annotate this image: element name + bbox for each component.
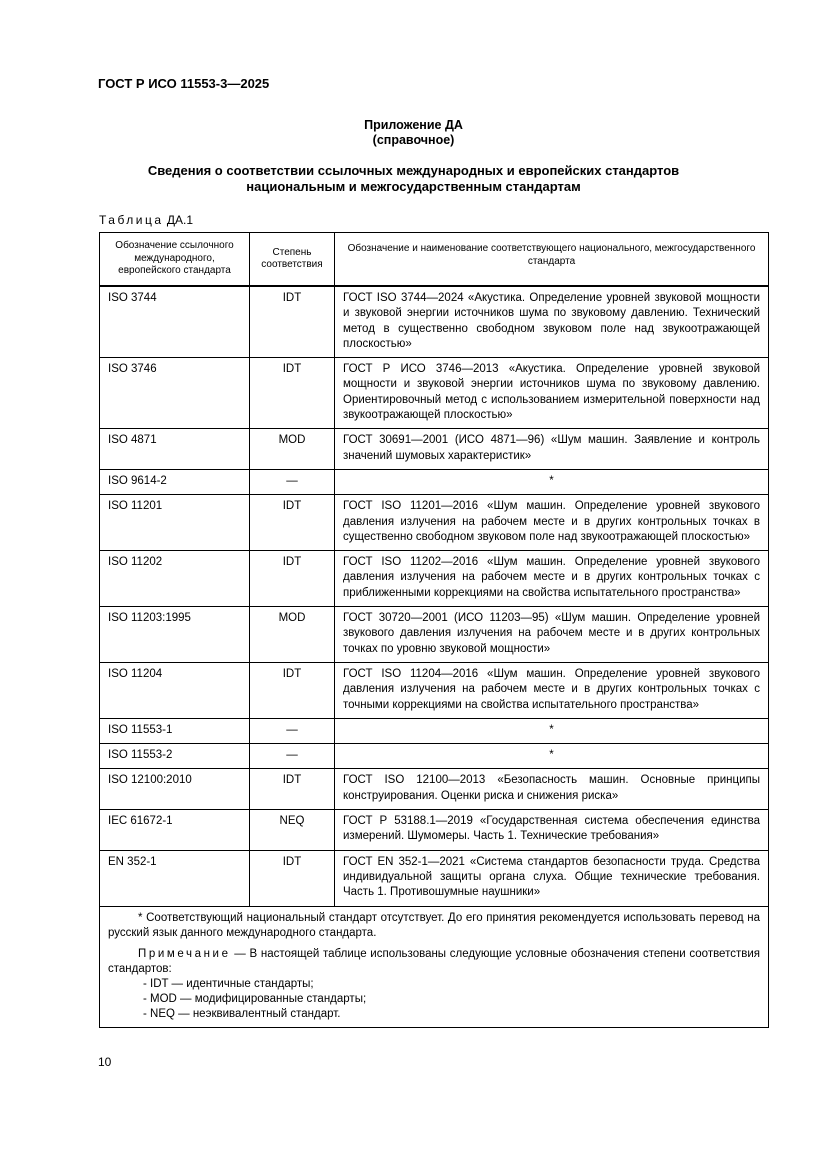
header-reference-standard: Обозначение ссылочного международного, европейского стандарта bbox=[100, 233, 250, 287]
standard-code-cell: ISO 9614-2 bbox=[100, 469, 250, 494]
degree-cell: IDT bbox=[250, 662, 335, 718]
standard-code-cell: ISO 11202 bbox=[100, 551, 250, 607]
table-row bbox=[100, 850, 769, 906]
legend-item: - MOD — модифицированные стандарты; bbox=[143, 992, 367, 1005]
note bbox=[108, 947, 760, 977]
section-title-line1: Сведения о соответствии ссылочных международных и европейских стандартов bbox=[147, 163, 680, 178]
national-standard-cell: ГОСТ 30720—2001 (ИСО 11203—95) «Шум машин. Определение уровней звукового давления излучения на рабочем месте и в других контрольных точках по уровню звуковой мощности» bbox=[335, 607, 769, 663]
degree-cell: IDT bbox=[250, 495, 335, 551]
table-row bbox=[100, 810, 769, 851]
section-title-line2: национальным и межгосударственным стандартам bbox=[246, 179, 581, 194]
annex-subtitle: (справочное) bbox=[372, 133, 455, 147]
annex-title: Приложение ДА bbox=[364, 118, 463, 132]
degree-cell: — bbox=[250, 744, 335, 769]
table-row bbox=[100, 769, 769, 810]
notes-row bbox=[100, 906, 769, 1027]
annex-heading bbox=[0, 118, 827, 148]
table-caption-number: ДА.1 bbox=[166, 213, 194, 227]
table-row bbox=[100, 607, 769, 663]
national-standard-cell: ГОСТ Р ИСО 3746—2013 «Акустика. Определение уровней звуковой мощности и звуковой энергии источников шума по звуковому давлению. Ориентировочный метод с использованием измерительной поверхности над звукоотражающей плоскостью» bbox=[335, 358, 769, 429]
national-standard-cell: ГОСТ 30691—2001 (ИСО 4871—96) «Шум машин. Заявление и контроль значений шумовых характеристик» bbox=[335, 429, 769, 470]
standard-code-cell: ISO 11553-2 bbox=[100, 744, 250, 769]
degree-cell: IDT bbox=[250, 358, 335, 429]
table-header-row bbox=[100, 233, 769, 287]
table-row bbox=[100, 429, 769, 470]
degree-cell: NEQ bbox=[250, 810, 335, 851]
table-row bbox=[100, 286, 769, 358]
table-row bbox=[100, 469, 769, 494]
standard-code-cell: ISO 4871 bbox=[100, 429, 250, 470]
header-degree: Степень соответствия bbox=[250, 233, 335, 287]
degree-cell: — bbox=[250, 718, 335, 743]
footnote: * Соответствующий национальный стандарт отсутствует. До его принятия рекомендуется использовать перевод на русский язык данного международного стандарта. bbox=[108, 911, 760, 939]
standard-code-cell: EN 352-1 bbox=[100, 850, 250, 906]
table-row bbox=[100, 662, 769, 718]
national-standard-cell: ГОСТ Р 53188.1—2019 «Государственная система обеспечения единства измерений. Шумомеры. Часть 1. Технические требования» bbox=[335, 810, 769, 851]
national-standard-cell: * bbox=[335, 718, 769, 743]
standards-table bbox=[99, 232, 769, 1028]
degree-cell: MOD bbox=[250, 607, 335, 663]
table-caption bbox=[99, 213, 193, 227]
national-standard-cell: ГОСТ ISO 3744—2024 «Акустика. Определение уровней звуковой мощности и звуковой энергии источников шума по звуковому давлению. Технический метод в существенно свободном звуковом поле над звукоотражающей плоскостью» bbox=[335, 286, 769, 358]
national-standard-cell: ГОСТ ISO 11202—2016 «Шум машин. Определение уровней звукового давления излучения на рабочем месте и в других контрольных точках с приближенными коррекциями на свойства испытательного пространства» bbox=[335, 551, 769, 607]
standard-code-cell: ISO 3746 bbox=[100, 358, 250, 429]
notes-cell bbox=[100, 906, 769, 1027]
degree-cell: IDT bbox=[250, 551, 335, 607]
degree-cell: IDT bbox=[250, 286, 335, 358]
note-text: — В настоящей таблице использованы следующие условные обозначения степени соответствия стандартов: bbox=[108, 947, 760, 975]
standard-code-cell: IEC 61672-1 bbox=[100, 810, 250, 851]
section-title bbox=[0, 163, 827, 195]
table-row bbox=[100, 718, 769, 743]
table-caption-word: Таблица bbox=[99, 213, 164, 227]
national-standard-cell: * bbox=[335, 469, 769, 494]
degree-cell: — bbox=[250, 469, 335, 494]
table-row bbox=[100, 551, 769, 607]
document-id: ГОСТ Р ИСО 11553-3—2025 bbox=[98, 76, 270, 91]
national-standard-cell: ГОСТ ISO 11201—2016 «Шум машин. Определение уровней звукового давления излучения на рабочем месте и в других контрольных точках в существенно свободном звуковом поле над звукоотражающей плоскостью» bbox=[335, 495, 769, 551]
standard-code-cell: ISO 3744 bbox=[100, 286, 250, 358]
standard-code-cell: ISO 12100:2010 bbox=[100, 769, 250, 810]
page-number: 10 bbox=[98, 1055, 112, 1069]
header-national-standard: Обозначение и наименование соответствующего национального, межгосударственного стандарта bbox=[335, 233, 769, 287]
standard-code-cell: ISO 11204 bbox=[100, 662, 250, 718]
note-label: Примечание bbox=[138, 947, 231, 960]
degree-cell: IDT bbox=[250, 850, 335, 906]
degree-cell: MOD bbox=[250, 429, 335, 470]
standard-code-cell: ISO 11203:1995 bbox=[100, 607, 250, 663]
national-standard-cell: ГОСТ ISO 12100—2013 «Безопасность машин. Основные принципы конструирования. Оценки риска и снижения риска» bbox=[335, 769, 769, 810]
national-standard-cell: * bbox=[335, 744, 769, 769]
standard-code-cell: ISO 11553-1 bbox=[100, 718, 250, 743]
table-row bbox=[100, 744, 769, 769]
table-row bbox=[100, 495, 769, 551]
standard-code-cell: ISO 11201 bbox=[100, 495, 250, 551]
national-standard-cell: ГОСТ ISO 11204—2016 «Шум машин. Определение уровней звукового давления излучения на рабочем месте и в других контрольных точках с точными коррекциями на свойства испытательного пространства» bbox=[335, 662, 769, 718]
national-standard-cell: ГОСТ EN 352-1—2021 «Система стандартов безопасности труда. Средства индивидуальной защиты органа слуха. Общие технические требования. Часть 1. Противошумные наушники» bbox=[335, 850, 769, 906]
degree-cell: IDT bbox=[250, 769, 335, 810]
table-row bbox=[100, 358, 769, 429]
legend-item: - NEQ — неэквивалентный стандарт. bbox=[143, 1007, 341, 1020]
legend-item: - IDT — идентичные стандарты; bbox=[143, 977, 314, 990]
